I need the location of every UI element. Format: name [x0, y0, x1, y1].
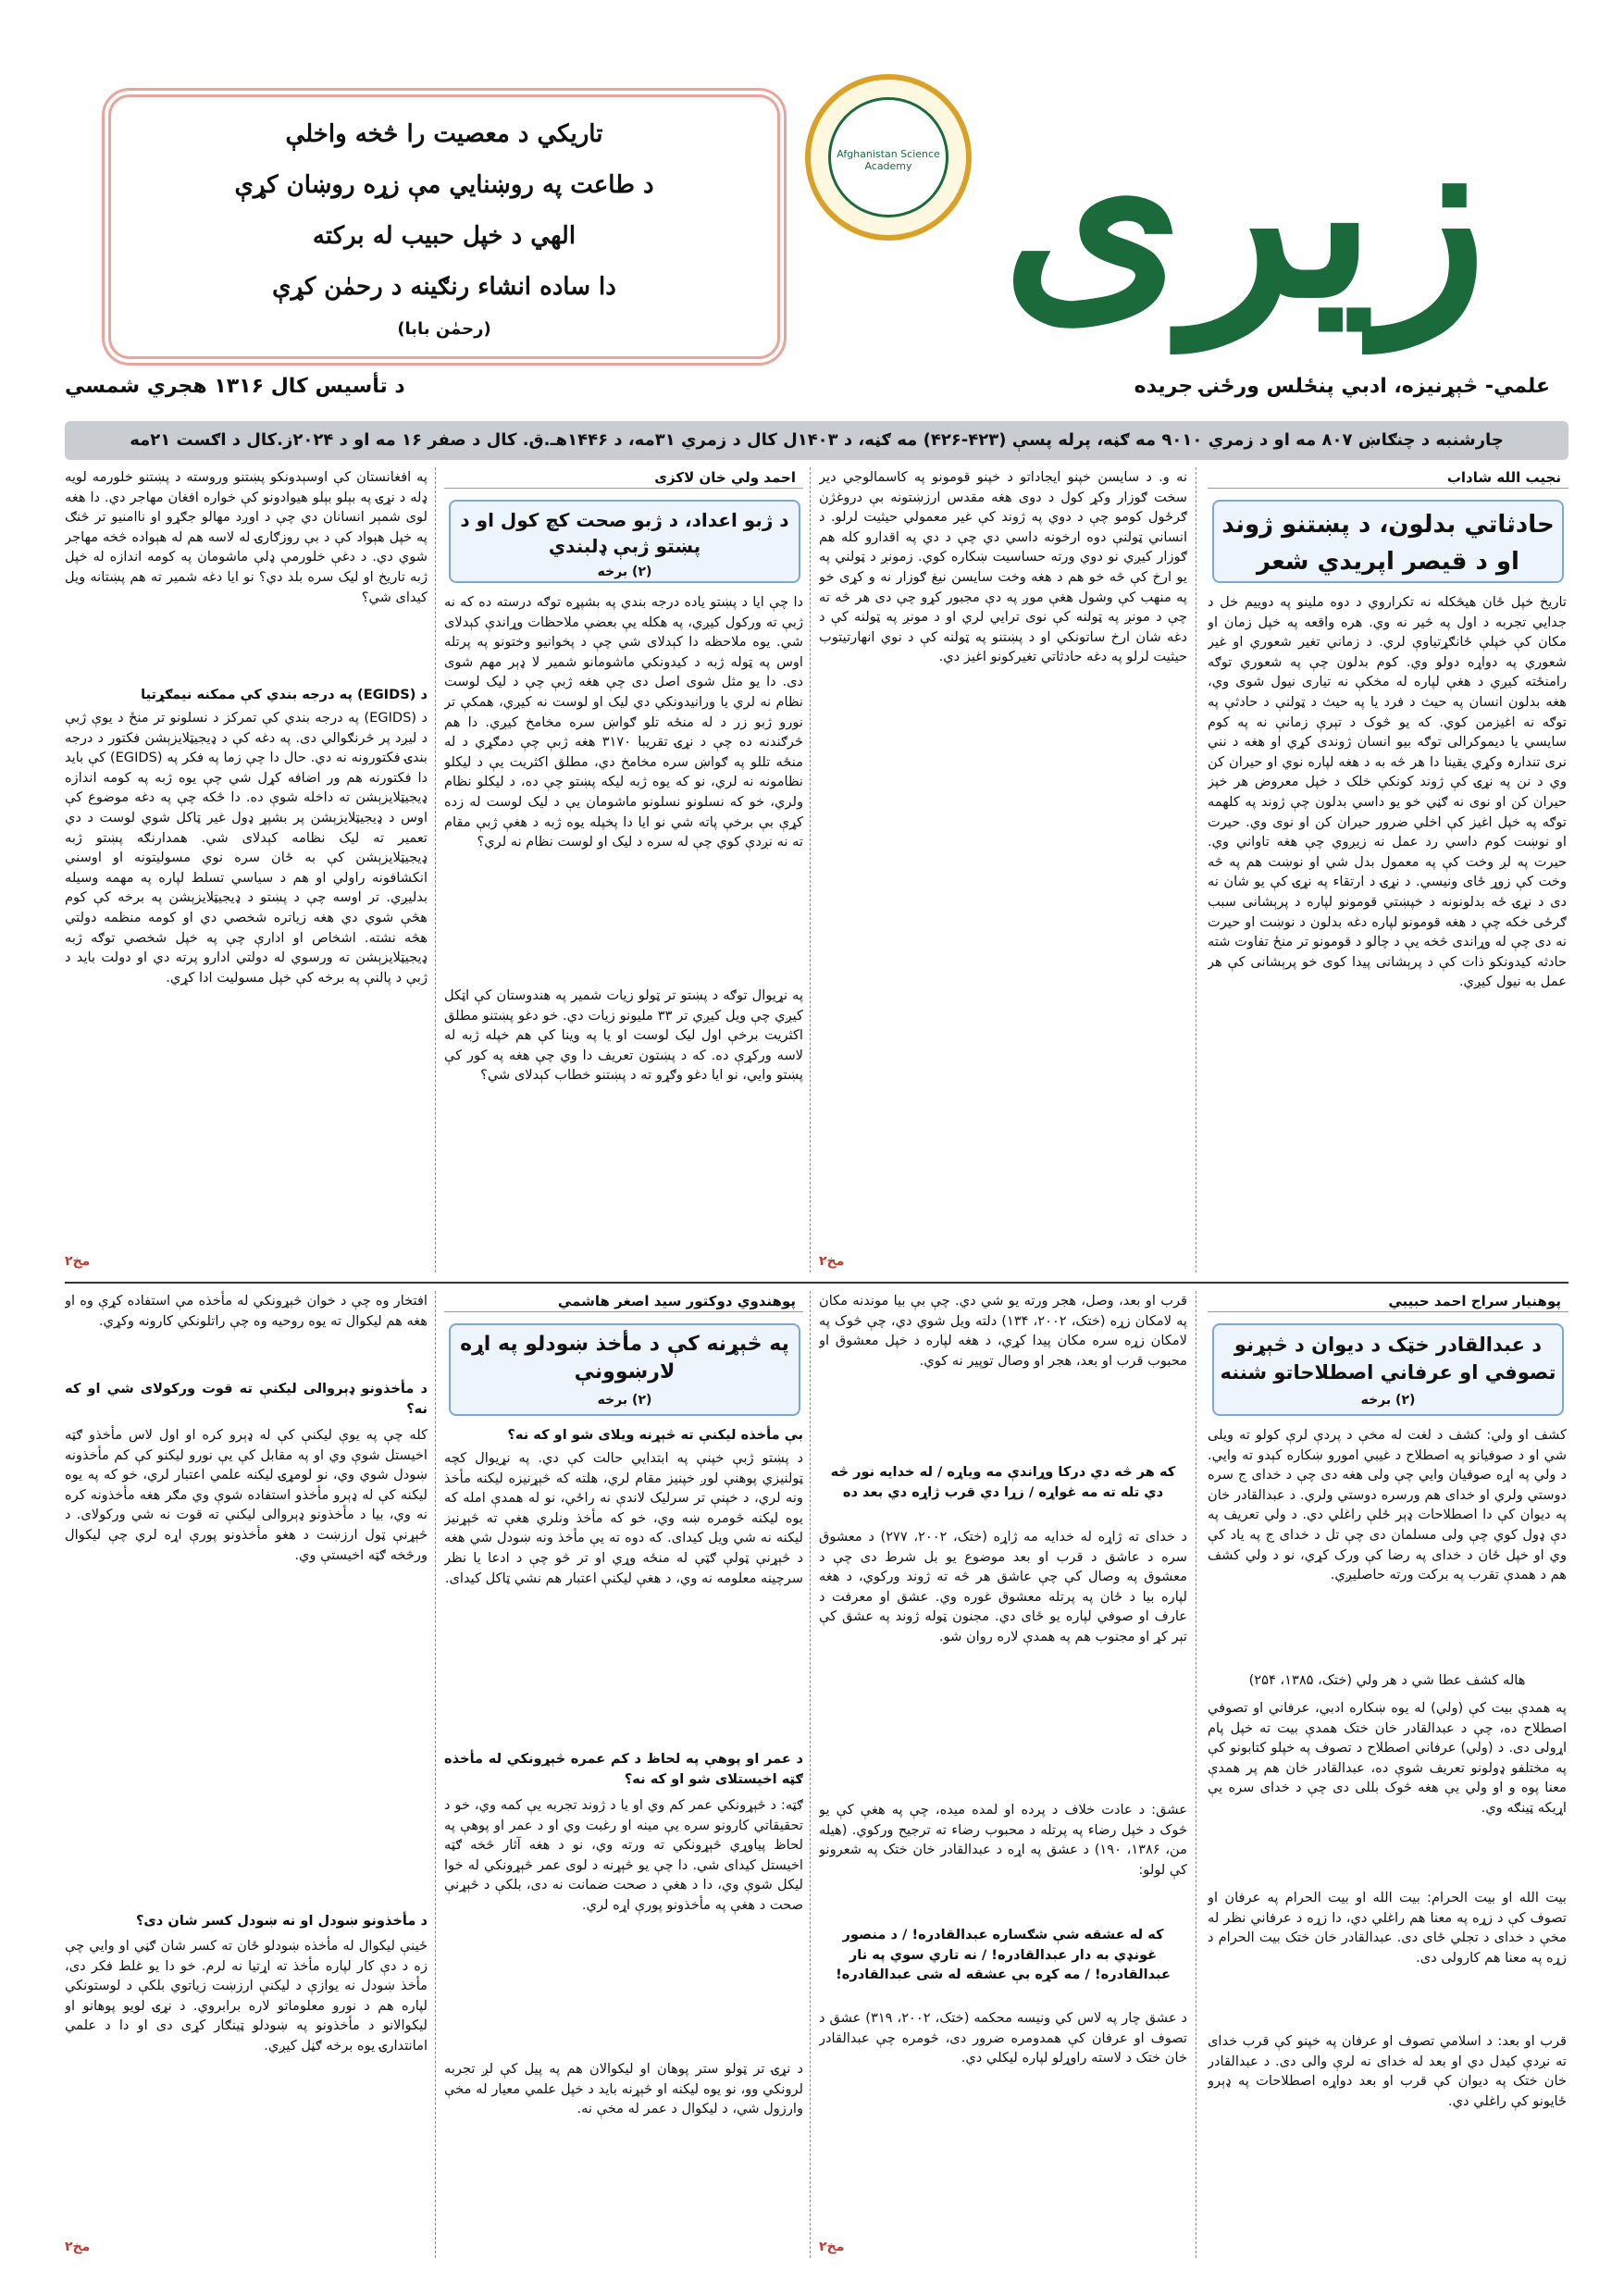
article-verse: که له عشقه شې شګساره عبدالقادره! / د منصور غونډي به دار عبدالقادره! / نه تاري سوي په نار عبدالقادره! / مه کړه بې عشقه له شی عبدالقادره!: [836, 1927, 1171, 1983]
article-part: (۲) برخه: [597, 1393, 652, 1408]
article-body: کله چې په يوې ليکنې کې له ډېرو کره او اول لاس مأخذو ګټه اخيستل شوې وي او په مقابل کې يې نورو ليکنو کې کم مأخذونه ښودل شوي وي، نو لومړۍ ليکنه علمي اعتبار لري، خو که په يوه ليکنه کې له ډېرو مأخذو استفاده شوې وي مګر هغه مأخذونه کره نه وي، بيا د مأخذونو ډېروالی ليکنې ته قوت نه شي ورکولای. د څېړنې ټول ارزښت د هغو مأخذونو پورې اړه لري چې ليکوال ورڅخه ګټه اخيستې وي.: [65, 1427, 428, 1563]
article-body: بيت الله او بيت الحرام: بيت الله او بيت الحرام په عرفان او تصوف کې د زړه په معنا هم راغلي دي، دا زړه د عرفاني نظر له مخې د خدای د تجلي ځای دی. عبدالقادر خان ختک بيت الحرام د زړه په معنا هم کارولی دی.: [1208, 1890, 1567, 1966]
article-body: په افغانستان کې اوسېدونکو پښتنو وروسته د پښتنو خلورمه لويه ډله د نړۍ په بېلو بېلو هيوادونو کې خواره افغان مهاجر دي. دا هغه لوی شمېر انسانان دي چې د اوږد مهالو جګړو او ناامنيو تر څنګ په خپل هېواد کې د بې روزګارۍ له لاسه هم له هېواده څخه مهاجر شوي دي. د دغې خلورمې ډلې ماشومان په کومه اندازه له خپل ژبه تاريخ او ليک سره بلد دي؟ نو ايا دغه شمير ته هم پښتانه ويل کيدای شي؟: [65, 469, 428, 605]
poem-line: دا ساده انشاء رنګينه د رحمٰن کړې: [272, 273, 616, 301]
page-tag: ۲مخ: [819, 2240, 845, 2254]
subtitle-founded: د تأسيس کال ۱۳۱۶ هجري شمسي: [65, 375, 405, 398]
article-body: په همدې بيت کې (ولي) له يوه ښکاره ادبي، عرفاني او تصوفي اصطلاح ده، چې د عبدالقادر خان ختک همدې بيت ته خپل پام اړولی دی. د (ولي) عرفاني اصطلاح د تصوف په خپلو کتابونو کې په مختلفو ډولونو تعريف شوې ده، عبدالقادر خان هم پر همدې معنا پوه و او ولي يې هغه څوک بللی دی چې د خدای سره يې اړيکه ټينګه وي.: [1208, 1700, 1567, 1816]
poem-line: الهي د خپل حبيب له برکته: [312, 222, 576, 250]
article-headline-box: [449, 500, 800, 583]
poem-author: (رحمٰن بابا): [397, 319, 491, 339]
column-divider: [810, 467, 811, 1272]
article-body: د (EGIDS) په درجه بندي کې تمرکز د نسلونو تر منځ د يوې ژبې د ليږد پر څرنګوالي دی. په دغه کې د ډيجيټلايزېشن فکتور د درجه بندۍ فکتورونه نه دي. حال دا چې زما په فکر په (EGIDS) کې بايد دا فکتورنه هم ور اضافه کړل شي چې يوه ژبه په کومه اندازه ډيجيټلايزېشن ته داخله شوې ده. دا ځکه چې په دغه موضوع کې اوس د ډيجيټلايزېشن پر بشپړ ډول غير ټاکل شوي لوست د دي تعمير ته ليک نظامه کېدلای شي. همدارنګه پښتو ژبه ډيجيټلايزېشن کې به ځان سره نوي مسوليتونه او اوسني انکشافونه راولي او هم د سياسي تسلط لپاره په مهمه وسيله بدليږي. تر اوسه چې د پښتو د ډيجيټلايزېشن په برخه کې کوم هڅې شوي دي هغه زياتره شخصي دي او کومه منظمه دولتي هڅه نشته. اشخاص او ادارې چې په خپل شخصي توګه ژبه ډيجيټلايزېشن ته ورسوي له دولتي ادارو پرته دي او دولت بايد د ژبې د پالنې په برخه کې خپل مسوليت ادا کړي.: [65, 710, 428, 986]
newspaper-title: زيرى: [1002, 77, 1487, 349]
article-body: د خدای ته ژاړه له خدايه مه ژاړه (ختک، ۲۰۰۲، ۲۷۷) د معشوق سره د عاشق د قرب او بعد موضوع يو بل شرط دی چې د معشوق په وصال کې چې عاشق هر څه ته ژوند ورکوي، د هغه لپاره بيا د ځان په پرتله معشوق غوره وي. عشق او معرفت د عارف او صوفي لپاره يو ځای دي. مجنون ټوله ژوند په عشق کې تېر کړ او مجنوب هم په همدې لاره روان شو.: [819, 1529, 1187, 1644]
article-question: بې مأخذه ليکنې ته څېړنه ويلای شو او که نه؟: [507, 1427, 803, 1443]
article-headline: حادثاتي بدلون، د پښتنو ژوند او د قيصر اپريدي شعر: [1212, 500, 1564, 583]
issue-dateline: چارشنبه د چنګاښ ۸۰۷ مه او د زمري ۹۰۱۰ مه ګڼه، پرله پسې (۴۲۳-۴۲۶) مه ګڼه، د ۱۴۰۳ل کال د زمري ۳۱مه، د ۱۴۴۶هـ.ق. کال د صفر ۱۶ مه او د ۲۰۲۴ز.کال د اګست ۲۱مه: [65, 421, 1568, 460]
article-byline: نجیب الله شاداب: [1208, 467, 1568, 489]
article-body: د عشق چار په لاس کي ونيسه محکمه (ختک، ۲۰۰۲، ۳۱۹) عشق د تصوف او عرفان کې همدومره ضرور دی، څومره چې عبدالقادر خان ختک د لاسته راوړلو لپاره لیکلي دي.: [819, 2010, 1187, 2066]
article-question: د عمر او پوهې په لحاظ د کم عمره څېړونکي له مأخذه ګټه اخيستلای شو او که نه؟: [444, 1751, 803, 1787]
article-body: عشق: د عادت خلاف د پرده او لمده ميده، چې په هغې کې يو څوک د خپل رضاء په پرتله د محبوب رضاء ته ترجيح ورکوي. (هيله من، ۱۳۸۶، ۱۹۰) د عشق په اړه د عبدالقادر خان ختک په شعرونو کې لولو:: [819, 1802, 1187, 1878]
poem-line: تاريکي د معصيت را څخه واخلې: [285, 120, 603, 148]
article-headline: په څېړنه کې د مأخذ ښودلو په اړه لارښوونې: [460, 1333, 789, 1384]
article-body: د پښتو ژبې خپنې په ابتدايي حالت کې دي. په نړيوال کچه ټولنيزي پوهنې لوږ خپنيز مقام لري، هلته که څېړنيزه ليکنه مأخذ ونه لري، د خپنې تر سرليک لاندې نه راځي، نو له همدې امله که يوه ليکنه څومره ښه وي، خو که مأخذ ونلري هغې ته څېړنيز ليکنه نه شي ويل کيدای. که دوه ته يې مأخذ ونه ښودل شي هغه د څېړنې ټولې ګټې له منځه وړي او تر څو چې د ادعا يا نظر سرچينه معلومه نه وي، د هغې ليکنې اعتبار هم نشي ټاکل کيدای.: [444, 1450, 803, 1586]
subtitle-description: علمي- څېړنيزه، ادبي پنځلس ورځنۍ جريده: [1134, 375, 1550, 398]
poem-line: د طاعت په روښنايي مې زړه روښان کړې: [234, 171, 654, 199]
article-verse: هاله کشف عطا شي د هر ولي (ختک، ۱۳۸۵، ۲۵۴): [1248, 1672, 1526, 1688]
article-headline-box: [1212, 1323, 1564, 1416]
article-byline: پوهنیار سراج احمد حبیبي: [1208, 1291, 1568, 1312]
article-body: ځينې ليکوال له مأخذه ښودلو ځان ته کسر شان ګڼي او وايي چې زه د دې کار لپاره مأخذ ته اړتيا نه لرم. خو دا يو غلط فکر دی، مأخذ ښودل نه يوازې د ليکنې ارزښت زياتوي بلکې د لوستونکي لپاره هم د نورو معلوماتو لاره برابروي. د نړۍ لويو پوهانو او ليکوالانو د مأخذونو په ښودلو ټينګار کړی دی او دا د علمي امانتدارۍ يوه برخه ګڼل کيږي.: [65, 1938, 428, 2054]
article-body: نه و. د سايسن خپنو ايجاداتو د خپنو قومونو په کاسمالوجي دير سخت ګوزار وکړ کول د دوی هغه مقدس ارزښتونه بې دروغژن ګرځول کومو چې د دوي په ژوند کې غير معمولي حيثيت لرلو. د انساني ټولنې دوه ارخونه داسي دي چې د دي په اقدارو کله هم ګوزار کيږي نو دوي ورته حساسيت ښکاره کوي. زمونږ د ټولني په يو ارخ کې څه خو هم د هغه وخت سايسن نيغ ګوزار نه و کړی خو په منهب کې وشول هغې موږ په دې مجبور کړو چې دی هر څه ته چې د مونږ په ټولنه کې نوی ترايي لري او د مونږ په ټولنه کې د دغه شان ارخ ساتونکي او د پښتنو په ټولنه کې د نوي انهارتيتوب حيثيت لرلو په دغه حادثاتي تغيرکونو اغيز دي.: [819, 469, 1187, 665]
article-headline-box: [449, 1323, 800, 1416]
article-body: قرب او بعد: د اسلامي تصوف او عرفان په خپنو کې قرب خدای ته نږدې کيدل دي او بعد له خدای نه لرې والی دی. د عبدالقادر خان ختک په ديوان کې قرب او بعد دواړه اصطلاحات په ډېرو ځايونو کې راغلي دي.: [1208, 2033, 1567, 2109]
article-part: (۲) برخه: [597, 565, 652, 579]
article-body: په نړيوال توګه د پښتو تر ټولو زيات شمير په هندوستان کې اټکل کيږي چې ويل کيږي تر ۳۳ مليونو زيات دي. خو دغو پښتنو مطلق اکثريت برخې اول ليک لوست او يا په وينا کې هم خپله ژبه له لاسه ورکړې ده. که د پښتون تعريف دا وي چې هغه په کور کې پښتو وايي، نو ايا دغو وګړو ته د پښتنو خطاب کېدلای شي؟: [444, 987, 803, 1084]
article-body: ګټه: د څېړونکي عمر کم وي او يا د ژوند تجربه يې کمه وي، خو د تحقيقاتي کارونو سره يې مينه او رغبت وي او د عمر او پوهې په لحاظ پياوړي څېړونکي ته ورته وي، نو د هغه آثار څخه ګټه اخيستل کيدای شي. دا چې يو څېړنه د لوی عمر څېړونکي له خوا ليکل شوې وي، دا د هغې د صحت ضمانت نه دی، بلکې د څېړنې صحت د هغې په مأخذونو پورې اړه لري.: [444, 1797, 803, 1913]
article-part: (۲) برخه: [1360, 1393, 1416, 1408]
page-tag: ۲مخ: [65, 1254, 91, 1269]
article-body: افتخار وه چې د خوان څېړونکي له مأخذه مې استفاده کړې وه او هغه هم ليکوال ته يوه روحيه وه چې راتلونکي کارونه وکړي.: [65, 1293, 428, 1329]
article-headline: د عبدالقادر خټک د ديوان د څېړنو تصوفي او عرفاني اصطلاحاتو شننه: [1220, 1334, 1556, 1384]
section-divider: [65, 1282, 1568, 1284]
article-byline: احمد ولي خان لاکزی: [444, 467, 803, 489]
article-subheading: د (EGIDS) په درجه بندي کې ممکنه نيمګړتيا: [141, 687, 428, 702]
page-tag: ۲مخ: [819, 1254, 845, 1269]
column-divider: [810, 1291, 811, 2258]
page-tag: ۲مخ: [65, 2240, 91, 2254]
article-verse: که هر څه دي درکا وړاندې مه وياړه / له خدايه نور څه دي تله ته مه غواړه / زړا دي قرب ژاړه دي بعد ده: [830, 1464, 1176, 1500]
seal-caption: Afghanistan Science Academy: [837, 148, 940, 172]
article-body: کشف او ولي: کشف د لغت له مخې د پردې لرې کولو ته ويلی شي او د صوفيانو په اصطلاح د غيبي امورو ښکاره کېدو ته وايي. د ولي په اړه صوفيان وايي چې ولی هغه دی چې د خدای ج سره دوستي ولري او خدای هم ورسره دوستي ولري. د عبدالقادر خان په ديوان کې دا اصطلاحات ډېر ځلې راغلي دي. د ولي تعريف په دې ډول کوي چې ولی مسلمان دی چې تل د خدای ج په ياد کې وي او خپل ځان د خدای په رضا کې ورک کړي، نو د ولي کشف هم د همدې تقرب په برکت ورته حاصليږي.: [1208, 1427, 1567, 1583]
article-byline: پوهندوي دوکتور سيد اصغر هاشمي: [444, 1291, 803, 1312]
column-divider: [435, 1291, 436, 2258]
article-question: د مأخذونو ډېروالی ليکنې ته قوت ورکولای شي او که نه؟: [65, 1381, 428, 1417]
article-body: د نړۍ تر ټولو ستر پوهان او ليکوالان هم په پيل کې لږ تجربه لرونکي وو، نو يوه ليکنه او څېړنه بايد د خپل علمي معيار له مخې وارزول شي، د ليکوال د عمر له مخې نه.: [444, 2061, 803, 2117]
column-divider: [435, 467, 436, 1272]
article-body: تاريخ خپل ځان هيڅکله نه تکراروي د دوه ملينو په دوييم خل د جدايي تجربه د اول په څير نه وي. هره واقعه په خپل زمان او مکان کې خپلې ځانګړتياوې لري. د زماني تغير شعوري او غير شعوري په دواړه دولو وي. کوم بدلون چې په شعوري توګه رامنځته کيږي د هغې لپاره له مخکې نه تياری نيول شوی وي، هغه بدلون انسان په حيث د فرد یا په حيث د ټولنې د حادثې په توګه نه اغيزمن کوي. که يو څوک د تېرې زمانې نه په کوم سايسي يا ديموکرالی توګه بيو انسان ژوندی کړي او هغه د نني نری تندارہ وکړي يقينا دا هر څه به د هغه لپاره نوي او حيران کن وي د نن په نړۍ کې ژوند کونکې خلک د خپل معروض هر خپز حيران کن او نوی نه ګڼي خو يو داسي بدلون چې ژوند په کلهمه توګه په خپل اغيز کې اخلي ضرور حيران کن او نوی وي. حيرت او نوښت کوم داسي رد عمل نه زيږوي چې هغه تاواني وي. حيرت په لږ وخت کې په معمول بدل شي او نوښت هم په څه وخت کې زوړ ځای ونيسي. د نړۍ د ارتقاء په نړۍ کې يو شان نه دی د نړۍ ځه بدلونونه د خپښتي قومونو لپاره د پرېشانی سبب ګرځی خکه چې د هغه قومونو لپاره دغه بدلون د نوښت او حيرت نه دی چې له وړاندی څخه يې د چالو د قومونو تر منځ تفاوت شته حادثه کيدونکو ذات کې د پرېشانی پيدا کوی خو پرېشانی کې هر عمل به نيول کيږي.: [1208, 594, 1567, 990]
article-body: دا چې ايا د پښتو ياده درجه بندي په بشپړه توګه درسته ده که نه ژبې ته ورکول کيږي، په هکله يې بعضې ملاحظات وړاندې کېدلای شي. يوه ملاحظه دا کېدلای شي چې د پخوانيو وختونو په پرتله اوس په ټوله ژبه د کيدونکي ماشومانو شمير لا ډېر مهم شوی دی. دا يو مثل شوی اصل دی چې هغه ژبې چې د ليک لوست نظام نه لري يا ورانيدونکي دي ليک او لوست نه کيږي، همکې تر نورو ژبو زر د له منځه تلو ګواښ سره مخامخ کيږي. دا هم څرګندنه ده چې د نړۍ تقريبا ۳۱۷۰ هغه ژبې چې دمګړي د له منځه تللو په ګواښ سره مخامخ دي، مطلق اکثريت يې د ليکلو نظامونه نه لري، نو که يوه ژبه ليکه پښتو چې ده، د ليکلو نظام ولري، خو که نسلونو نسلونو ماشومان يې د ليک لوست له زده کړې بې برخې پاته شي نو ايا دا پخپله يوه ژبه د هغې ژبې مقام ته نه نږدې کوي چې له سره د ليک او لوست نظام نه لري؟: [444, 594, 803, 850]
article-question: د مأخذونو ښودل او نه ښودل کسر شان دی؟: [135, 1913, 428, 1929]
article-headline: د ژبو اعداد، د ژبو صحت کچ کول او د پښتو ژبې ډلبندي: [460, 509, 789, 557]
article-body: قرب او بعد، وصل، هجر ورته يو شي دي. چې بې بيا موندنه مکان په لامکان زړه (ختک، ۲۰۰۲، ۱۳۴) دلته ويل شوي دي، چې څوک په لامکان زړه سره مکان پيدا کړي، د هغه لپاره د خپل معشوق او محبوب قرب او بعد، هجر او وصال توپير نه کوي.: [819, 1293, 1187, 1369]
